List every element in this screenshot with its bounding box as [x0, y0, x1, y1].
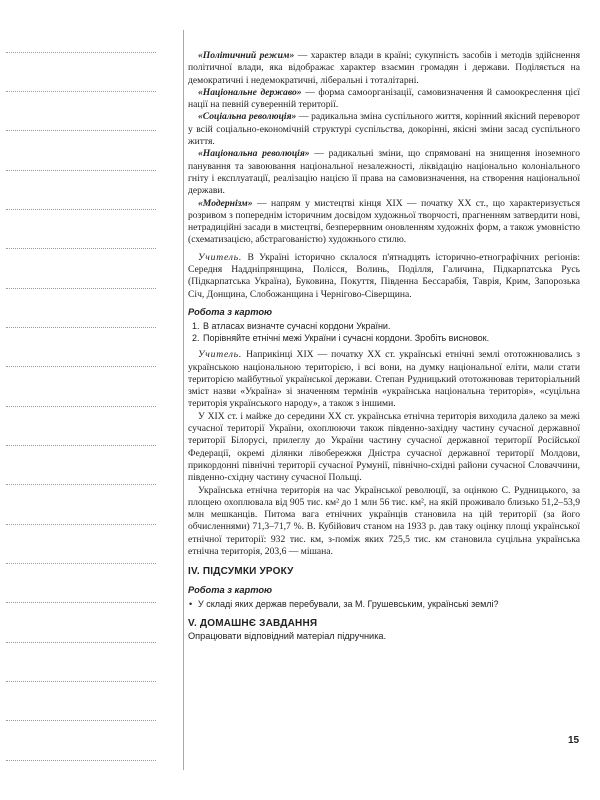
- definition-text: — радикальна зміна суспільного життя, корінний якісний переворот у всій соціально-економічній структурі суспільства, докорінні, якісні зміни засад суспільного життя.: [188, 111, 580, 148]
- margin-line: [6, 681, 156, 682]
- definition: [188, 148, 580, 197]
- definition-term: «Соціальна революція»: [198, 111, 297, 123]
- margin-line: [6, 288, 156, 289]
- definition-text: — радикальні зміни, що спрямовані на знищення іноземного панування та завоювання національної незалежності, ліквідацію національно колоніального гніту і експлуатації, реалізацію нацією її права на самовизначення, на створення національної держави.: [188, 148, 580, 197]
- margin-line: [6, 366, 156, 367]
- map-work-heading: Робота з картою: [188, 306, 273, 317]
- margin-line: [6, 406, 156, 407]
- teacher-paragraph: [188, 252, 580, 301]
- margin-divider: [183, 30, 184, 770]
- section-title-homework: V. ДОМАШНЄ ЗАВДАННЯ: [188, 618, 318, 630]
- margin-line: [6, 91, 156, 92]
- margin-line: [6, 327, 156, 328]
- margin-line: [6, 563, 156, 564]
- homework-text: Опрацювати відповідний матеріал підручника.: [188, 631, 387, 642]
- summary-question: • У складі яких держав перебували, за М. Грушевським, українські землі?: [198, 598, 580, 610]
- map-task-list: [188, 320, 580, 344]
- margin-line: [6, 445, 156, 446]
- margin-line: [6, 248, 156, 249]
- margin-line: [6, 130, 156, 131]
- margin-line: [6, 602, 156, 603]
- margin-line: [6, 524, 156, 525]
- definition-term: «Національна революція»: [198, 148, 310, 160]
- definition-text: — форма самоорганізації, самовизначення й самоокреслення цієї нації на певній суверенній території.: [188, 86, 580, 111]
- definition: [188, 87, 580, 112]
- paragraph-text: В Україні історично склалося п'ятнадцять історично-етнографічних регіонів: Середня Наддніпрянщина, Полісся, Волинь, Поділля, Галичина, Підкарпатська Русь (Підкарпатська Україна), Буковина, Покуття, Південна Бессарабія, Таврія, Крим, Запорозька Січ, Донщина, Слобожанщина і Чернігово-Сіверщина.: [188, 251, 580, 300]
- teacher-paragraph: [188, 349, 580, 410]
- map-work-heading: Робота з картою: [188, 584, 273, 595]
- paragraph-text: Наприкінці XIX — початку XX ст. українські етнічні землі ототожнювались з українською національною територією, і всі вони, на думку національної еліти, мали стати територією майбутньої української держави. Степан Рудницький ототожнював територіальний зміст назви «Україна» зі значенням термінів «українська національна територія», «суцільна територія українського народу», а також з іншими.: [188, 349, 580, 410]
- notes-margin: [0, 0, 160, 800]
- map-task-item: 1. В атласах визначте сучасні кордони України.: [202, 320, 580, 332]
- margin-line: [6, 760, 156, 761]
- definition: [188, 198, 580, 247]
- margin-line: [6, 642, 156, 643]
- speaker-label: Учитель.: [198, 349, 243, 361]
- margin-line: [6, 52, 156, 53]
- margin-line: [6, 209, 156, 210]
- definition-term: «Національне державо»: [198, 86, 302, 98]
- definition-text: — напрям у мистецтві кінця XIX — початку XX ст., що характеризується розривом з попереднім історичним досвідом художньої творчості, прагненням затвердити нові, нетрадиційні засади в мистецтві, безперервним оновленням художніх форм, а також умовністю (схематизацією, абстрагованістю) художнього стилю.: [188, 197, 580, 246]
- definition-term: «Політичний режим»: [198, 50, 295, 61]
- margin-line: [6, 170, 156, 171]
- definition-term: «Модернізм»: [198, 197, 253, 209]
- map-task-item: 2. Порівняйте етнічні межі України і сучасні кордони. Зробіть висновок.: [202, 332, 580, 344]
- paragraph-text: У XIX ст. і майже до середини XX ст. українська етнічна територія виходила далеко за межі сучасної території України, охоплюючи також південно-західну частину сучасної державної території Білорусі, прилеглу до України частину сучасної державної території Російської Федерації, окремі ділянки лівобережжя Дністра сучасної державної території Молдови, прикордонні північні території сучасної Румунії, північно-східні райони сучасної Словаччини, південно-східну частину сучасної Польщі.: [188, 410, 580, 484]
- definition: [188, 50, 580, 87]
- paragraph-text: Українська етнічна територія на час Української революції, за оцінкою С. Рудницького, за площею охоплювала від 905 тис. км² до 1 млн 56 тис. км², на якій проживало близько 51,2–53,9 млн мешканців. Питома вага етнічних українців становила на цій території (за його обчисленнями) 71,3–71,7 %. В. Кубійович станом на 1933 р. дав таку оцінку площі української етнічної території: 932 тис. км, з-поміж яких 725,5 тис. км становила суцільна українська етнічна територія, 203,6 — мішана.: [188, 484, 580, 557]
- page-content: [188, 50, 580, 643]
- section-title-summary: IV. ПІДСУМКИ УРОКУ: [188, 566, 294, 578]
- page-number: 15: [568, 735, 580, 746]
- summary-list: [188, 598, 580, 610]
- margin-line: [6, 720, 156, 721]
- speaker-label: Учитель.: [198, 251, 243, 263]
- margin-line: [6, 484, 156, 485]
- definition-text: — характер влади в країні; сукупність засобів і методів здійснення політичної влади, яка відображає характер взаємин громадян і держави. Поділяється на демократичні і недемократичні, ліберальні і тоталітарні.: [188, 50, 580, 86]
- definition: [188, 111, 580, 148]
